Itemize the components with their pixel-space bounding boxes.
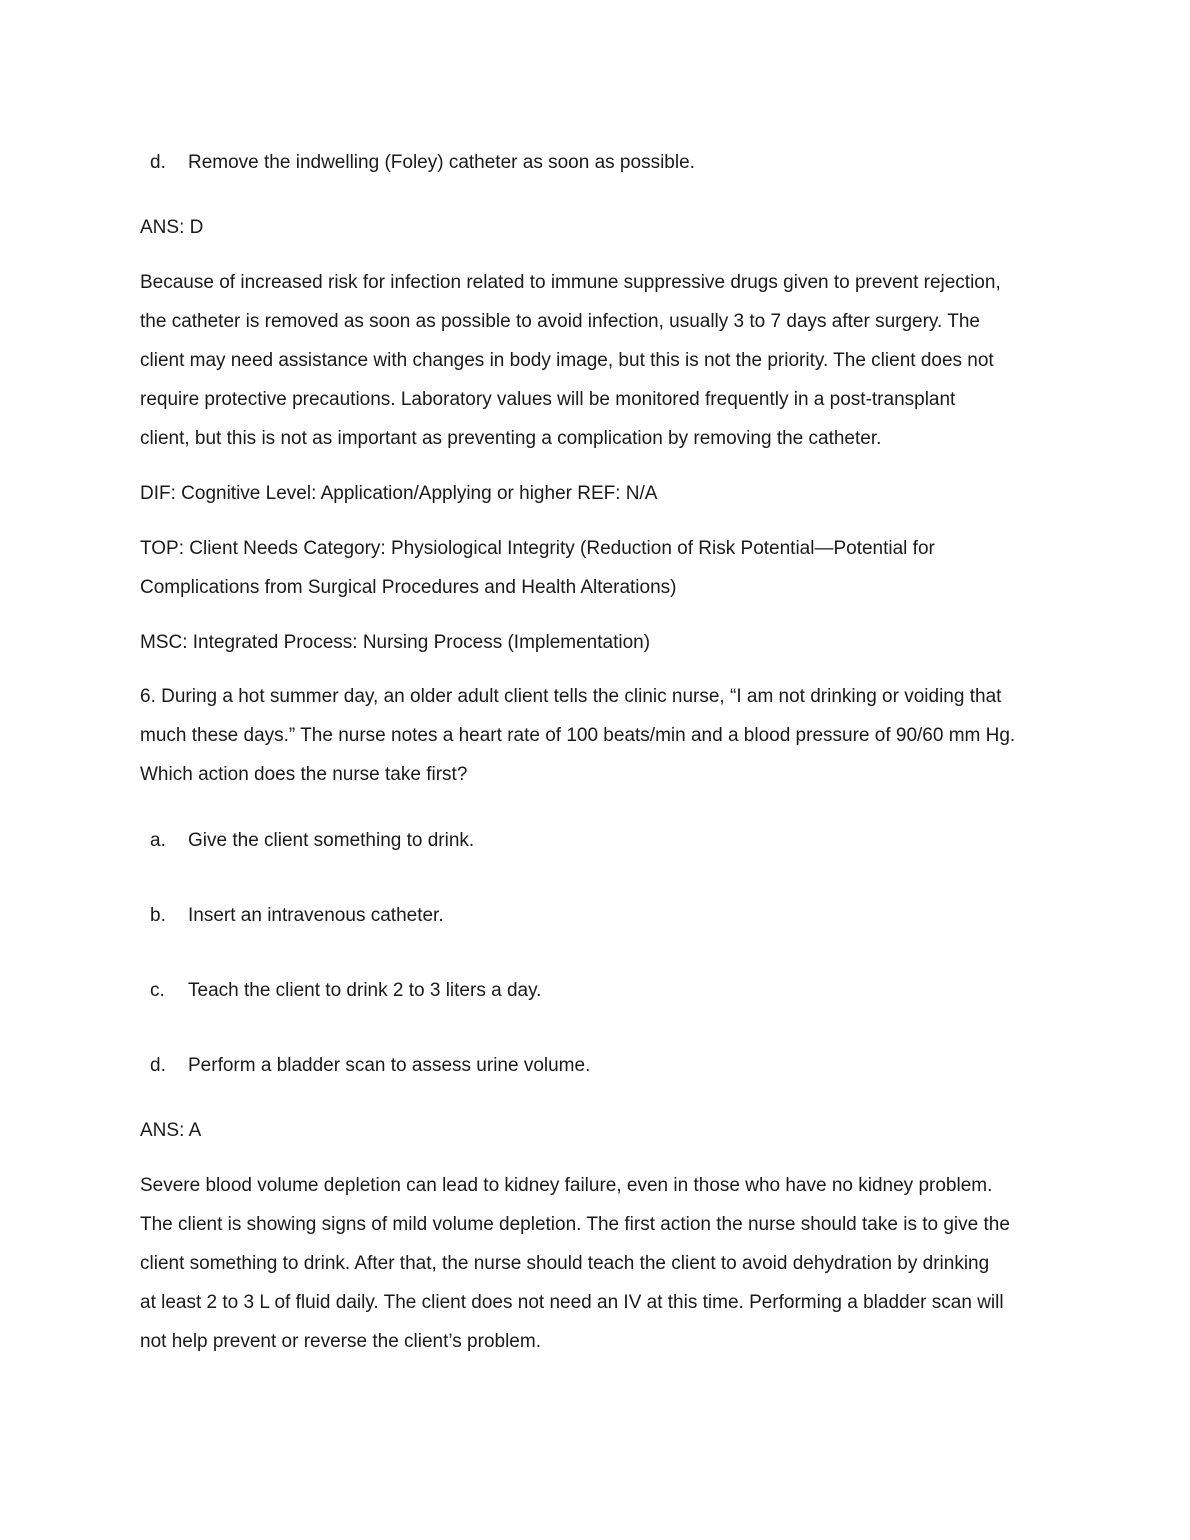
rationale-line: not help prevent or reverse the client’s problem. bbox=[140, 1331, 541, 1352]
q5-top bbox=[140, 529, 1060, 607]
stem-line: Which action does the nurse take first? bbox=[140, 764, 468, 785]
stem-line: much these days.” The nurse notes a heart rate of 100 beats/min and a blood pressure of 90/60 mm Hg. bbox=[140, 725, 1016, 746]
rationale-line: require protective precautions. Laboratory values will be monitored frequently in a post-transplant bbox=[140, 389, 956, 410]
q6-option-c bbox=[150, 971, 541, 1010]
option-text: Remove the indwelling (Foley) catheter as soon as possible. bbox=[188, 152, 695, 173]
q5-answer: ANS: D bbox=[140, 217, 204, 238]
option-text: Teach the client to drink 2 to 3 liters a day. bbox=[188, 980, 542, 1001]
q6-answer: ANS: A bbox=[140, 1120, 202, 1141]
rationale-line: at least 2 to 3 L of fluid daily. The client does not need an IV at this time. Performing a bladder scan will bbox=[140, 1292, 1004, 1313]
rationale-line: The client is showing signs of mild volume depletion. The first action the nurse should take is to give the bbox=[140, 1214, 1010, 1235]
option-letter: b. bbox=[150, 905, 166, 926]
rationale-line: the catheter is removed as soon as possible to avoid infection, usually 3 to 7 days after surgery. The bbox=[140, 311, 980, 332]
rationale-line: Because of increased risk for infection related to immune suppressive drugs given to prevent rejection, bbox=[140, 272, 1001, 293]
rationale-line: Severe blood volume depletion can lead to kidney failure, even in those who have no kidney problem. bbox=[140, 1175, 993, 1196]
option-text: Insert an intravenous catheter. bbox=[188, 905, 444, 926]
q6-option-d bbox=[150, 1046, 590, 1085]
option-letter: d. bbox=[150, 1055, 166, 1076]
q6-option-a bbox=[150, 821, 474, 860]
q5-msc: MSC: Integrated Process: Nursing Process (Implementation) bbox=[140, 632, 651, 653]
option-letter: c. bbox=[150, 980, 165, 1001]
top-line: Complications from Surgical Procedures and Health Alterations) bbox=[140, 577, 677, 598]
option-letter: d. bbox=[150, 152, 166, 173]
stem-line: 6. During a hot summer day, an older adult client tells the clinic nurse, “I am not drinking or voiding that bbox=[140, 686, 1002, 707]
rationale-line: client something to drink. After that, the nurse should teach the client to avoid dehydration by drinking bbox=[140, 1253, 990, 1274]
rationale-line: client, but this is not as important as preventing a complication by removing the catheter. bbox=[140, 428, 882, 449]
option-text: Give the client something to drink. bbox=[188, 830, 475, 851]
q6-rationale bbox=[140, 1166, 1060, 1361]
top-line: TOP: Client Needs Category: Physiological Integrity (Reduction of Risk Potential—Potential for bbox=[140, 538, 935, 559]
option-letter: a. bbox=[150, 830, 166, 851]
q6-stem bbox=[140, 677, 1060, 794]
q5-dif: DIF: Cognitive Level: Application/Applying or higher REF: N/A bbox=[140, 483, 658, 504]
option-text: Perform a bladder scan to assess urine volume. bbox=[188, 1055, 591, 1076]
q5-rationale bbox=[140, 263, 1060, 458]
q6-option-b bbox=[150, 896, 444, 935]
rationale-line: client may need assistance with changes in body image, but this is not the priority. The client does not bbox=[140, 350, 994, 371]
q5-option-d bbox=[150, 143, 695, 182]
